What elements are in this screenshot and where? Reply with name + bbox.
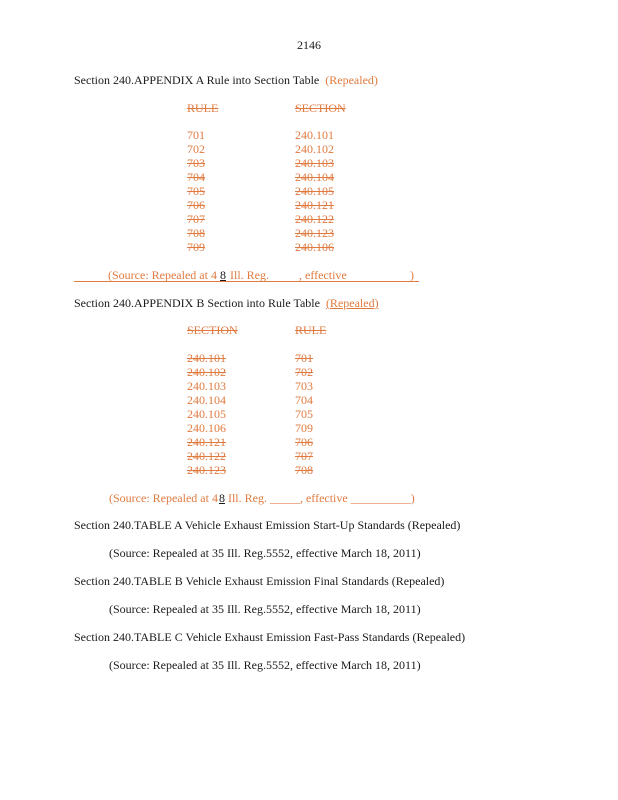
appendix-a-source-part1: (Source: Repealed at 4 — [108, 268, 217, 282]
appendix-a-source — [74, 268, 419, 282]
table-cell: 240.122 — [295, 212, 334, 226]
table-cell: 240.106 — [295, 240, 334, 254]
table-c-heading: Section 240.TABLE C Vehicle Exhaust Emission Fast-Pass Standards (Repealed) — [74, 630, 466, 644]
table-c-source: (Source: Repealed at 35 Ill. Reg.5552, effective March 18, 2011) — [109, 658, 421, 672]
table-cell: 707 — [295, 449, 313, 463]
appendix-b-status: (Repealed) — [325, 296, 379, 310]
table-cell: 704 — [187, 170, 205, 184]
table-cell: 706 — [295, 435, 313, 449]
table-cell: 703 — [187, 156, 205, 170]
appendix-a-heading — [74, 73, 378, 87]
appendix-b-source — [109, 491, 415, 505]
appendix-b-source-part2: Ill. Reg. _____, effective __________) — [227, 491, 415, 505]
appendix-b-section-header: SECTION — [187, 323, 238, 337]
table-cell: 240.121 — [187, 435, 226, 449]
table-cell: 701 — [295, 351, 313, 365]
table-cell: 705 — [295, 407, 313, 421]
table-cell: 708 — [187, 226, 205, 240]
table-cell: 240.101 — [295, 128, 334, 142]
appendix-b-rule-header: RULE — [295, 323, 327, 337]
table-cell: 240.102 — [295, 142, 334, 156]
table-cell: 702 — [295, 365, 313, 379]
table-b-heading: Section 240.TABLE B Vehicle Exhaust Emission Final Standards (Repealed) — [74, 574, 445, 588]
table-cell: 709 — [295, 421, 313, 435]
appendix-b-source-part1: (Source: Repealed at 4 — [109, 491, 218, 505]
appendix-a-source-part3: , effective — [299, 268, 347, 282]
table-b-source: (Source: Repealed at 35 Ill. Reg.5552, effective March 18, 2011) — [109, 602, 421, 616]
table-cell: 703 — [295, 379, 313, 393]
table-a-heading: Section 240.TABLE A Vehicle Exhaust Emission Start-Up Standards (Repealed) — [74, 518, 461, 532]
table-cell: 240.101 — [187, 351, 226, 365]
table-cell: 240.104 — [295, 170, 334, 184]
page-number: 2146 — [297, 38, 321, 52]
table-cell: 704 — [295, 393, 313, 407]
table-cell: 240.104 — [187, 393, 226, 407]
table-cell: 240.102 — [187, 365, 226, 379]
table-cell: 702 — [187, 142, 205, 156]
table-cell: 240.123 — [295, 226, 334, 240]
appendix-a-source-digit: 8 — [220, 268, 226, 282]
appendix-a-source-part2: Ill. Reg. — [230, 268, 269, 282]
table-cell: 707 — [187, 212, 205, 226]
table-cell: 240.123 — [187, 463, 226, 477]
appendix-a-source-part4: ) — [410, 268, 414, 282]
appendix-b-heading — [74, 296, 379, 310]
table-cell: 240.121 — [295, 198, 334, 212]
appendix-b-source-digit: 8 — [218, 491, 225, 505]
table-cell: 240.105 — [295, 184, 334, 198]
table-cell: 240.103 — [295, 156, 334, 170]
appendix-a-title: Section 240.APPENDIX A Rule into Section Table — [74, 73, 320, 87]
table-cell: 240.122 — [187, 449, 226, 463]
table-cell: 240.106 — [187, 421, 226, 435]
table-a-source: (Source: Repealed at 35 Ill. Reg.5552, effective March 18, 2011) — [109, 546, 421, 560]
appendix-a-status: (Repealed) — [325, 73, 378, 87]
table-cell: 708 — [295, 463, 313, 477]
table-cell: 709 — [187, 240, 205, 254]
appendix-a-rule-header: RULE — [187, 101, 219, 115]
table-cell: 701 — [187, 128, 205, 142]
table-cell: 240.103 — [187, 379, 226, 393]
appendix-a-section-header: SECTION — [295, 101, 346, 115]
table-cell: 706 — [187, 198, 205, 212]
table-cell: 705 — [187, 184, 205, 198]
appendix-b-title: Section 240.APPENDIX B Section into Rule Table — [74, 296, 320, 310]
table-cell: 240.105 — [187, 407, 226, 421]
